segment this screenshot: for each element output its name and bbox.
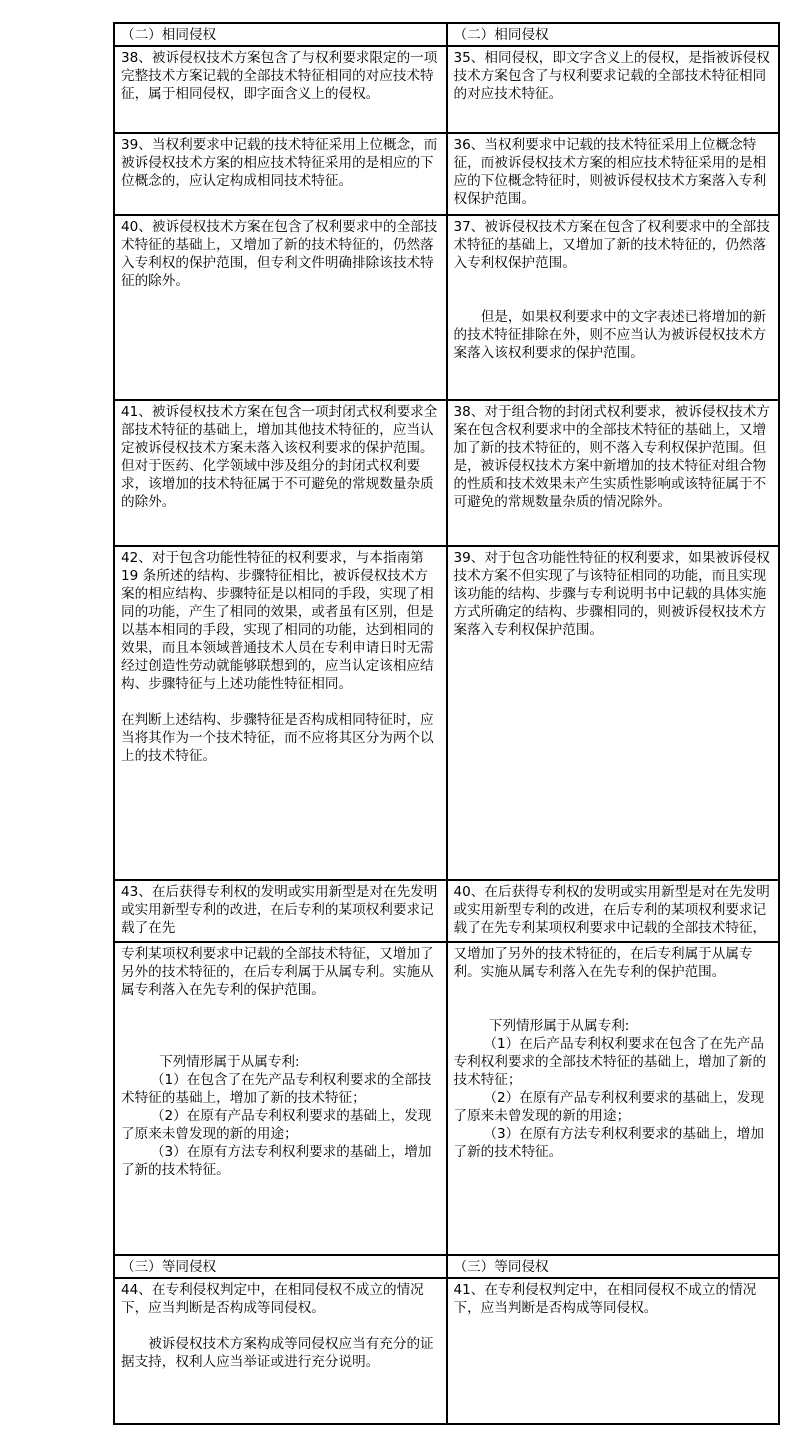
right-cell (447, 880, 780, 942)
left-cell (114, 942, 447, 1255)
table-row (114, 1255, 779, 1278)
comparison-table-page-1 (113, 22, 780, 943)
right-cell (447, 215, 780, 400)
spacer (121, 999, 442, 1053)
section-header-left: （二）相同侵权 (114, 23, 447, 46)
table-row (114, 133, 779, 215)
list-item: （2）在原有产品专利权利要求的基础上，发现了原来未曾发现的新的用途； (121, 1108, 432, 1142)
list-item: （2）在原有产品专利权利要求的基础上，发现了原来未曾发现的新的用途； (453, 1090, 764, 1124)
right-cell (447, 546, 780, 880)
clause-text: 37、被诉侵权技术方案在包含了权利要求中的全部技术特征的基础上，又增加了新的技术特征的，仍然落入专利权保护范围。 (453, 219, 770, 271)
table-row (114, 880, 779, 942)
list-item: （3）在原有方法专利权利要求的基础上，增加了新的技术特征。 (121, 1144, 432, 1178)
list-intro: 下列情形属于从属专利: (488, 1018, 630, 1034)
section-header-right: （三）等同侵权 (447, 1255, 780, 1278)
clause-text: 40、在后获得专利权的发明或实用新型是对在先发明或实用新型专利的改进，在后专利的某项权利要求记载了在先专利某项权利要求中记载的全部技术特征， (453, 884, 770, 936)
clause-text: 40、被诉侵权技术方案在包含了权利要求中的全部技术特征的基础上，又增加了新的技术特征的，仍然落入专利权的保护范围，但专利文件明确排除该技术特征的除外。 (121, 219, 438, 289)
right-cell (447, 400, 780, 546)
left-cell (114, 215, 447, 400)
section-header-right: （二）相同侵权 (447, 23, 780, 46)
table-row (114, 46, 779, 133)
right-cell (447, 46, 780, 133)
clause-text: 38、被诉侵权技术方案包含了与权利要求限定的一项完整技术方案记载的全部技术特征相同的对应技术特征，属于相同侵权，即字面含义上的侵权。 (121, 50, 438, 102)
left-cell (114, 546, 447, 880)
clause-text: 44、在专利侵权判定中，在相同侵权不成立的情况下，应当判断是否构成等同侵权。 (121, 1282, 424, 1316)
clause-text: 38、对于组合物的封闭式权利要求，被诉侵权技术方案在包含权利要求中的全部技术特征的基础上，又增加了新的技术特征的，则不落入专利权保护范围。但是，被诉侵权技术方案中新增加的技术特征对组合物的性质和技术效果未产生实质性影响或该特征属于不可避免的常规数量杂质的情况除外。 (453, 404, 770, 510)
left-cell (114, 400, 447, 546)
clause-proviso: 但是，如果权利要求中的文字表述已将增加的新的技术特征排除在外，则不应当认为被诉侵权技术方案落入该权利要求的保护范围。 (453, 309, 767, 361)
list-item: （1）在包含了在先产品专利权利要求的全部技术特征的基础上，增加了新的技术特征； (121, 1072, 432, 1106)
clause-supplement: 在判断上述结构、步骤特征是否构成相同特征时，应当将其作为一个技术特征，而不应将其区分为两个以上的技术特征。 (121, 712, 434, 764)
section-header-left: （三）等同侵权 (114, 1255, 447, 1278)
clause-text: 39、对于包含功能性特征的权利要求，如果被诉侵权技术方案不但实现了与该特征相同的功能，而且实现该功能的结构、步骤与专利说明书中记载的具体实施方式所确定的结构、步骤相同的，则被诉侵权技术方案落入专利权保护范围。 (453, 550, 770, 638)
table-row (114, 1278, 779, 1424)
right-cell (447, 1278, 780, 1424)
clause-text: 41、在专利侵权判定中，在相同侵权不成立的情况下，应当判断是否构成等同侵权。 (453, 1282, 757, 1316)
clause-text: 43、在后获得专利权的发明或实用新型是对在先发明或实用新型专利的改进，在后专利的某项权利要求记载了在先 (121, 884, 438, 936)
table-row (114, 546, 779, 880)
clause-text: 35、相同侵权，即文字含义上的侵权，是指被诉侵权技术方案包含了与权利要求记载的全部技术特征相同的对应技术特征。 (453, 50, 770, 102)
list-item: （3）在原有方法专利权利要求的基础上，增加了新的技术特征。 (453, 1126, 764, 1160)
left-cell (114, 133, 447, 215)
clause-text: 42、对于包含功能性特征的权利要求，与本指南第 19 条所述的结构、步骤特征相比，被诉侵权技术方案的相应结构、步骤特征是以相同的手段，实现了相同的功能，产生了相同的效果，或者虽有区别，但是以基本相同的手段，实现了相同的功能，达到相同的效果，而且本领域普通技术人员在专利申请日时无需经过创造性劳动就能够联想到的，应当认定该相应结构、步骤特征与上述功能性特征相同。 (121, 550, 434, 692)
clause-text: 39、当权利要求中记载的技术特征采用上位概念，而被诉侵权技术方案的相应技术特征采用的是相应的下位概念的，应认定构成相同技术特征。 (121, 137, 438, 189)
spacer (454, 981, 775, 1017)
list-intro: 下列情形属于从属专利: (159, 1054, 300, 1070)
table-row (114, 23, 779, 46)
left-cell (114, 46, 447, 133)
clause-continuation: 又增加了另外的技术特征的，在后专利属于从属专利。实施从属专利落入在先专利的保护范围。 (453, 946, 753, 980)
spacer (121, 1317, 442, 1335)
clause-text: 36、当权利要求中记载的技术特征采用上位概念特征，而被诉侵权技术方案的相应技术特征采用的是相应的下位概念特征时，则被诉侵权技术方案落入专利权保护范围。 (453, 137, 767, 207)
spacer (454, 272, 775, 308)
right-cell (447, 942, 780, 1255)
right-cell (447, 133, 780, 215)
table-row (114, 942, 779, 1255)
left-cell (114, 1278, 447, 1424)
table-row (114, 400, 779, 546)
clause-text: 41、被诉侵权技术方案在包含一项封闭式权利要求全部技术特征的基础上，增加其他技术特征的，应当认定被诉侵权技术方案未落入该权利要求的保护范围。但对于医药、化学领域中涉及组分的封闭式权利要求，该增加的技术特征属于不可避免的常规数量杂质的除外。 (121, 404, 438, 510)
comparison-table-page-2 (113, 941, 780, 1425)
list-item: （1）在后产品专利权利要求在包含了在先产品专利权利要求的全部技术特征的基础上，增加了新的技术特征； (453, 1036, 767, 1088)
spacer (121, 693, 442, 711)
left-cell (114, 880, 447, 942)
table-row (114, 215, 779, 400)
clause-supplement: 被诉侵权技术方案构成等同侵权应当有充分的证据支持，权利人应当举证或进行充分说明。 (121, 1336, 434, 1370)
clause-continuation: 专利某项权利要求中记载的全部技术特征，又增加了另外的技术特征的，在后专利属于从属专利。实施从属专利落入在先专利的保护范围。 (121, 946, 434, 998)
